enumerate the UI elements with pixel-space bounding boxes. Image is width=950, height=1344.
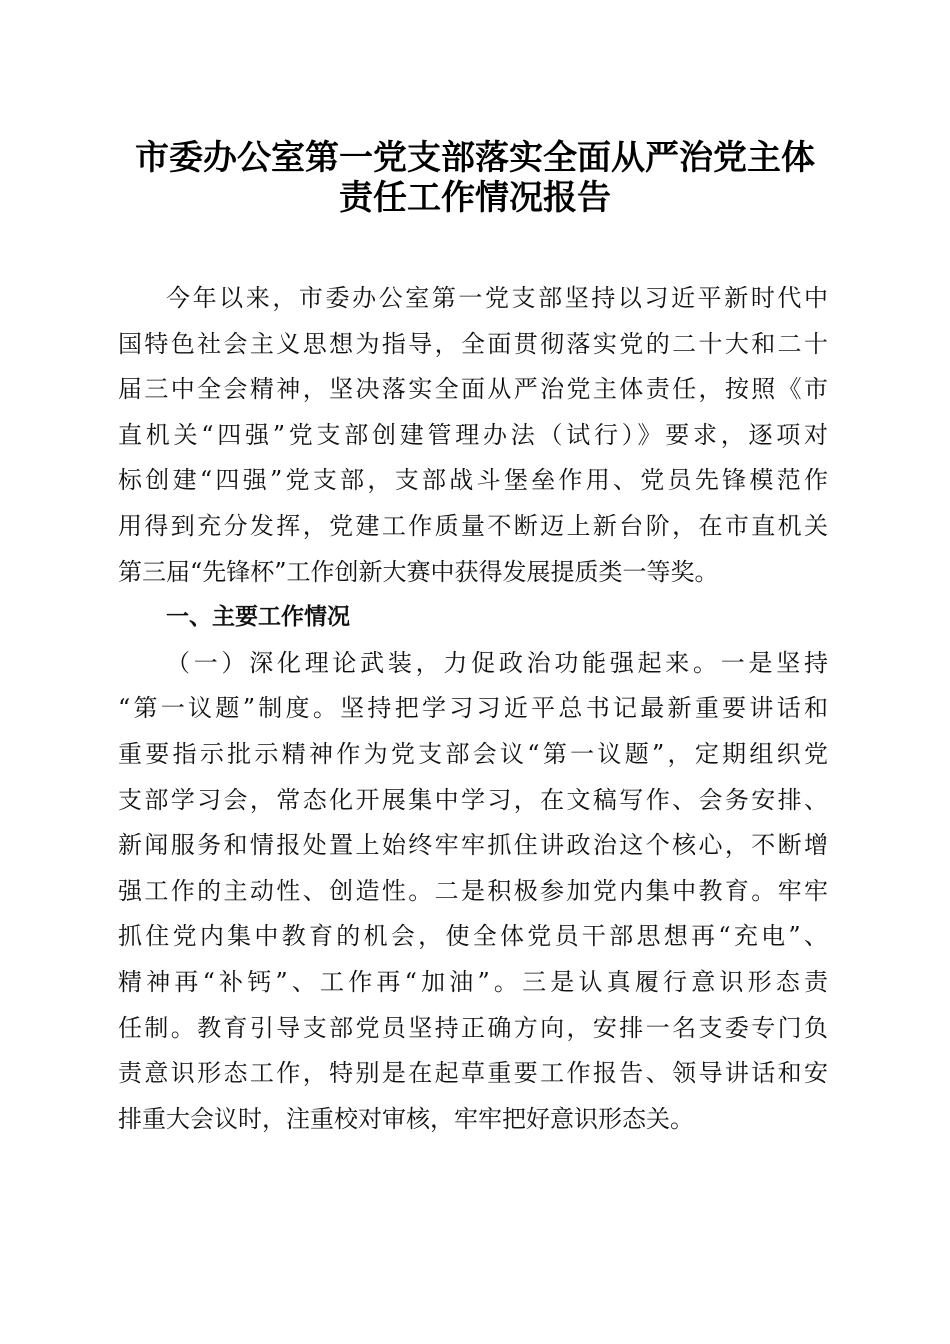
subsection-line: 排重大会议时，注重校对审核，牢牢把好意识形态关。 bbox=[118, 1104, 694, 1133]
subsection-line: 精神再“补钙”、工作再“加油”。三是认真履行意识形态责 bbox=[118, 967, 828, 996]
intro-line: 届三中全会精神，坚决落实全面从严治党主体责任，按照《市 bbox=[118, 375, 828, 404]
subsection-line: 强工作的主动性、创造性。二是积极参加党内集中教育。牢牢 bbox=[118, 876, 828, 905]
intro-line: 第三届“先锋杯”工作创新大赛中获得发展提质类一等奖。 bbox=[118, 557, 719, 586]
subsection-line: 责意识形态工作，特别是在起草重要工作报告、领导讲话和安 bbox=[118, 1059, 828, 1088]
subsection-line: （一）深化理论武装，力促政治功能强起来。一是坚持 bbox=[166, 648, 828, 677]
section-heading: 一、主要工作情况 bbox=[166, 604, 350, 631]
subsection-line: 抓住党内集中教育的机会，使全体党员干部思想再“充电”、 bbox=[118, 922, 828, 951]
intro-line: 标创建“四强”党支部，支部战斗堡垒作用、党员先锋模范作 bbox=[118, 466, 828, 495]
document-body bbox=[118, 276, 828, 1142]
subsection-line: 任制。教育引导支部党员坚持正确方向，安排一名支委专门负 bbox=[118, 1013, 828, 1042]
subsection-line: 新闻服务和情报处置上始终牢牢抓住讲政治这个核心，不断增 bbox=[118, 831, 828, 860]
subsection-line: 支部学习会，常态化开展集中学习，在文稿写作、会务安排、 bbox=[118, 785, 828, 814]
intro-line: 用得到充分发挥，党建工作质量不断迈上新台阶，在市直机关 bbox=[118, 511, 828, 540]
subsection-line: “第一议题”制度。坚持把学习习近平总书记最新重要讲话和 bbox=[118, 694, 828, 723]
intro-line: 国特色社会主义思想为指导，全面贯彻落实党的二十大和二十 bbox=[118, 329, 828, 358]
document-title-line-2: 责任工作情况报告 bbox=[339, 178, 611, 218]
intro-line: 今年以来，市委办公室第一党支部坚持以习近平新时代中 bbox=[166, 284, 828, 312]
intro-line: 直机关“四强”党支部创建管理办法（试行）》要求，逐项对 bbox=[118, 420, 828, 449]
subsection-line: 重要指示批示精神作为党支部会议“第一议题”，定期组织党 bbox=[118, 739, 828, 768]
document-title-line-1: 市委办公室第一党支部落实全面从严治党主体 bbox=[135, 138, 815, 178]
